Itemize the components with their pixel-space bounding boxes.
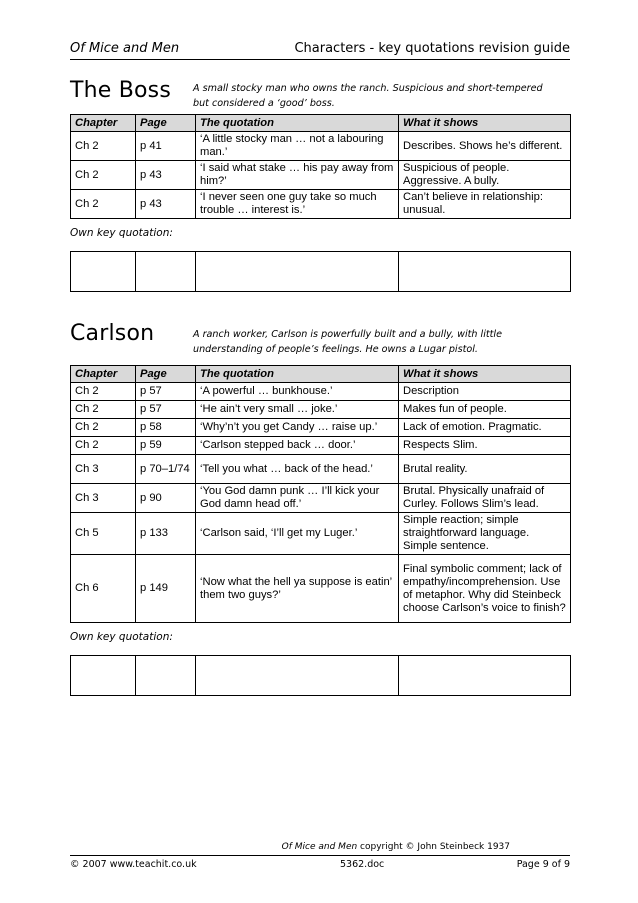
cell-what-it-shows: Brutal reality. — [399, 455, 571, 484]
own-chapter-cell[interactable] — [71, 656, 136, 696]
cell-what-it-shows: Brutal. Physically unafraid of Curley. Follows Slim’s lead. — [399, 484, 571, 513]
section-boss — [70, 78, 570, 292]
boss-own-quotation-table — [70, 251, 571, 292]
column-header-what-it-shows: What it shows — [399, 366, 571, 383]
cell-quotation: ‘You God damn punk … I’ll kick your God damn head off.’ — [196, 484, 399, 513]
cell-quotation: ‘He ain’t very small … joke.’ — [196, 401, 399, 419]
header-book-title: Of Mice and Men — [70, 41, 180, 56]
cell-what-it-shows: Simple reaction; simple straightforward language. Simple sentence. — [399, 513, 571, 555]
page-header — [70, 40, 570, 60]
table-row — [71, 401, 571, 419]
column-header-page: Page — [136, 115, 196, 132]
copyright-book-title: Of Mice and Men — [281, 842, 358, 852]
page-footer — [70, 855, 570, 873]
cell-chapter: Ch 3 — [71, 484, 136, 513]
own-page-cell[interactable] — [136, 252, 196, 292]
carlson-description — [193, 327, 553, 357]
boss-quotations-table — [70, 114, 571, 219]
table-row — [71, 419, 571, 437]
carlson-quotations-table — [70, 365, 571, 623]
table-header-row — [71, 115, 571, 132]
carlson-own-quotation-table — [70, 655, 571, 696]
cell-page: p 90 — [136, 484, 196, 513]
cell-what-it-shows: Can’t believe in relationship: unusual. — [399, 190, 571, 219]
cell-what-it-shows: Makes fun of people. — [399, 401, 571, 419]
cell-page: p 70–1/74 — [136, 455, 196, 484]
column-header-page: Page — [136, 366, 196, 383]
cell-chapter: Ch 2 — [71, 190, 136, 219]
cell-quotation: ‘Tell you what … back of the head.’ — [196, 455, 399, 484]
table-row — [71, 513, 571, 555]
own-what-it-shows-cell[interactable] — [399, 656, 571, 696]
cell-what-it-shows: Lack of emotion. Pragmatic. — [399, 419, 571, 437]
carlson-description-line-2: understanding of people’s feelings. He owns a Lugar pistol. — [193, 344, 478, 355]
copyright-text: copyright © John Steinbeck 1937 — [357, 842, 510, 852]
carlson-title: Carlson — [70, 321, 155, 346]
own-page-cell[interactable] — [136, 656, 196, 696]
carlson-own-quotation-label: Own key quotation: — [70, 631, 173, 643]
cell-page: p 43 — [136, 161, 196, 190]
section-carlson — [70, 321, 570, 696]
cell-chapter: Ch 5 — [71, 513, 136, 555]
cell-chapter: Ch 2 — [71, 383, 136, 401]
cell-what-it-shows: Description — [399, 383, 571, 401]
table-row — [71, 383, 571, 401]
cell-chapter: Ch 2 — [71, 419, 136, 437]
footer-site: © 2007 www.teachit.co.uk — [70, 859, 197, 870]
own-quotation-row — [71, 252, 571, 292]
cell-quotation: ‘I said what stake … his pay away from him?’ — [196, 161, 399, 190]
own-quotation-cell[interactable] — [196, 656, 399, 696]
cell-chapter: Ch 6 — [71, 555, 136, 623]
carlson-description-line-1: A ranch worker, Carlson is powerfully built and a bully, with little — [193, 329, 502, 340]
table-header-row — [71, 366, 571, 383]
cell-chapter: Ch 2 — [71, 132, 136, 161]
cell-page: p 41 — [136, 132, 196, 161]
table-row — [71, 437, 571, 455]
cell-page: p 59 — [136, 437, 196, 455]
footer-page-number: Page 9 of 9 — [516, 859, 570, 870]
own-quotation-cell[interactable] — [196, 252, 399, 292]
cell-quotation: ‘Carlson stepped back … door.’ — [196, 437, 399, 455]
cell-page: p 58 — [136, 419, 196, 437]
cell-page: p 133 — [136, 513, 196, 555]
cell-quotation: ‘I never seen one guy take so much trouble … interest is.’ — [196, 190, 399, 219]
copyright-notice — [70, 842, 570, 852]
table-row — [71, 555, 571, 623]
cell-page: p 57 — [136, 401, 196, 419]
header-guide-title: Characters - key quotations revision guide — [294, 41, 570, 56]
cell-what-it-shows: Respects Slim. — [399, 437, 571, 455]
cell-quotation: ‘Now what the hell ya suppose is eatin’ them two guys?’ — [196, 555, 399, 623]
table-row — [71, 132, 571, 161]
cell-chapter: Ch 2 — [71, 437, 136, 455]
own-quotation-row — [71, 656, 571, 696]
own-chapter-cell[interactable] — [71, 252, 136, 292]
cell-quotation: ‘A powerful … bunkhouse.’ — [196, 383, 399, 401]
section-carlson-heading — [70, 321, 570, 357]
cell-what-it-shows: Suspicious of people. Aggressive. A bully. — [399, 161, 571, 190]
own-what-it-shows-cell[interactable] — [399, 252, 571, 292]
cell-page: p 57 — [136, 383, 196, 401]
cell-page: p 149 — [136, 555, 196, 623]
column-header-what-it-shows: What it shows — [399, 115, 571, 132]
boss-description — [193, 81, 553, 111]
cell-quotation: ‘Why’n’t you get Candy … raise up.’ — [196, 419, 399, 437]
column-header-chapter: Chapter — [71, 366, 136, 383]
cell-quotation: ‘Carlson said, ‘I’ll get my Luger.’ — [196, 513, 399, 555]
table-row — [71, 484, 571, 513]
table-row — [71, 161, 571, 190]
footer-doc-id: 5362.doc — [340, 859, 385, 870]
cell-chapter: Ch 2 — [71, 401, 136, 419]
column-header-quotation: The quotation — [196, 115, 399, 132]
column-header-chapter: Chapter — [71, 115, 136, 132]
cell-chapter: Ch 3 — [71, 455, 136, 484]
table-row — [71, 455, 571, 484]
cell-page: p 43 — [136, 190, 196, 219]
cell-chapter: Ch 2 — [71, 161, 136, 190]
cell-what-it-shows: Final symbolic comment; lack of empathy/incomprehension. Use of metaphor. Why did Steinbeck choose Carlson’s voice to finish? — [399, 555, 571, 623]
boss-own-quotation-label: Own key quotation: — [70, 227, 173, 239]
cell-quotation: ‘A little stocky man … not a labouring man.’ — [196, 132, 399, 161]
boss-description-line-2: but considered a ‘good’ boss. — [193, 98, 335, 109]
boss-title: The Boss — [70, 78, 171, 103]
table-row — [71, 190, 571, 219]
cell-what-it-shows: Describes. Shows he’s different. — [399, 132, 571, 161]
column-header-quotation: The quotation — [196, 366, 399, 383]
section-boss-heading — [70, 78, 570, 114]
boss-description-line-1: A small stocky man who owns the ranch. Suspicious and short-tempered — [193, 83, 543, 94]
